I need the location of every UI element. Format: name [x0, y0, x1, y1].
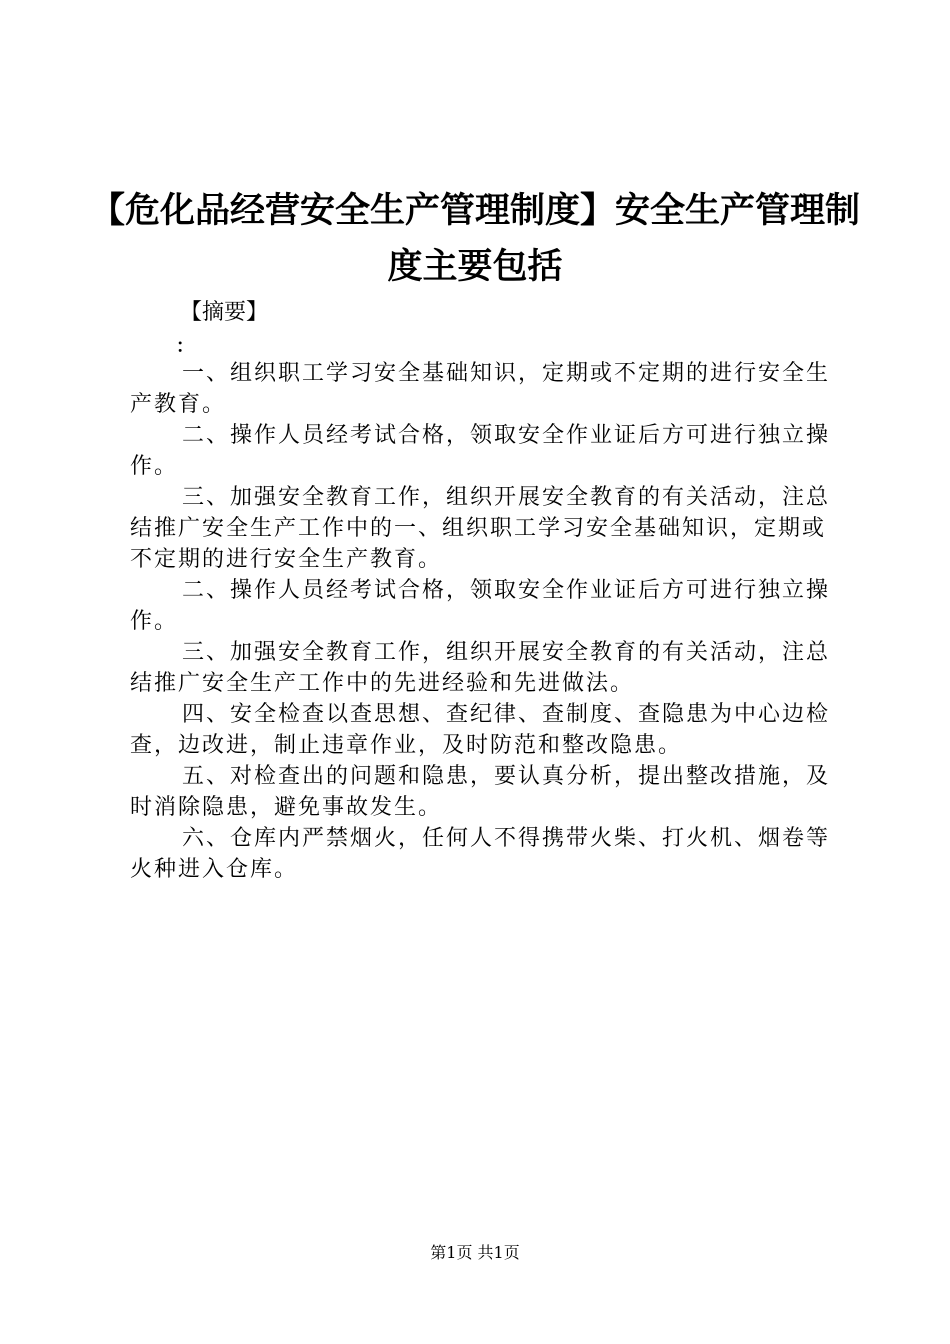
paragraph-6: 四、安全检查以查思想、查纪律、查制度、查隐患为中心边检查，边改进，制止违章作业，及时防范和整改隐患。 [130, 702, 831, 758]
abstract-colon: ： [176, 336, 194, 357]
paragraph-1: 一、组织职工学习安全基础知识，定期或不定期的进行安全生产教育。 [130, 361, 831, 417]
paragraph-8: 六、仓库内严禁烟火，任何人不得携带火柴、打火机、烟卷等火种进入仓库。 [130, 826, 831, 882]
document-title: 【危化品经营安全生产管理制度】安全生产管理制度主要包括 [90, 191, 861, 287]
paragraph-3: 三、加强安全教育工作，组织开展安全教育的有关活动，注总结推广安全生产工作中的一、组织职工学习安全基础知识，定期或不定期的进行安全生产教育。 [130, 485, 831, 572]
page-footer: 第1页 共1页 [430, 1243, 520, 1262]
paragraph-7: 五、对检查出的问题和隐患，要认真分析，提出整改措施，及时消除隐患，避免事故发生。 [130, 764, 831, 820]
document-body [130, 358, 835, 885]
abstract-label: 【摘要】 [180, 300, 269, 325]
paragraph-5: 三、加强安全教育工作，组织开展安全教育的有关活动，注总结推广安全生产工作中的先进经验和先进做法。 [130, 640, 831, 696]
paragraph-2: 二、操作人员经考试合格，领取安全作业证后方可进行独立操作。 [130, 423, 831, 479]
paragraph-4: 二、操作人员经考试合格，领取安全作业证后方可进行独立操作。 [130, 578, 831, 634]
